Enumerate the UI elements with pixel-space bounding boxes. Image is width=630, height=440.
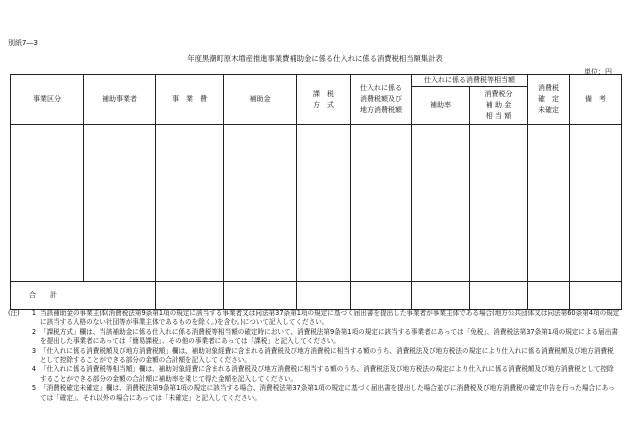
cell-tax-fixed[interactable] (528, 125, 570, 282)
header-project-cost: 事 業 費 (156, 75, 224, 125)
document-title: 年度黒潮町原木増産推進事業費補助金に係る仕入れに係る消費税相当額集計表 (187, 54, 443, 63)
note-number: 1 (31, 309, 37, 317)
total-subsidy-equivalent[interactable] (470, 282, 528, 310)
cell-subsidy-amount[interactable] (224, 125, 297, 282)
note-item (8, 309, 620, 328)
total-row (11, 282, 622, 310)
cell-input-tax-amount[interactable] (351, 125, 412, 282)
note-text: 「消費税確定未確定」欄は、消費税法第9条第1項の規定に該当する場合、消費税法第37条第1項の規定に基づく届出書を提出した場合並びに消費税及び地方消費税の確定申告を行った場合にあっては「確定」、それ以外の場合にあっては「未確定」と記入してください。 (40, 384, 615, 402)
notes-label: (注) (8, 309, 20, 317)
total-input-tax-amount[interactable] (351, 282, 412, 310)
header-tax-equivalent-group: 仕入れに係る消費税等相当額 (412, 75, 528, 87)
total-remarks[interactable] (570, 282, 622, 310)
notes-section (8, 309, 620, 403)
table-body-row (11, 125, 622, 282)
summary-table (10, 74, 622, 310)
header-remarks: 備 考 (570, 75, 622, 125)
cell-project-cost[interactable] (156, 125, 224, 282)
note-number: 3 (31, 346, 37, 355)
total-subsidy-rate[interactable] (412, 282, 470, 310)
header-subsidy-rate: 補助率 (412, 87, 470, 125)
total-label: 合 計 (11, 282, 156, 310)
header-subsidy-recipient: 補助事業者 (84, 75, 156, 125)
total-project-cost[interactable] (156, 282, 224, 310)
note-text: 「課税方式」欄は、当該補助金に係る仕入れに係る消費税等相当額の確定時において、消費税法第9条第1項の規定に該当する事業者にあっては「免税」、消費税法第37条第1項の規定による届出書を提出した事業者にあっては「簡易課税」、その他の事業者にあっては「課税」と記入してください。 (40, 327, 618, 346)
note-number: 5 (31, 384, 37, 393)
cell-tax-method[interactable] (297, 125, 351, 282)
cell-subsidy-recipient[interactable] (84, 125, 156, 282)
note-item (8, 328, 620, 347)
header-tax-fixed: 消費税 確 定 未確定 (528, 75, 570, 125)
cell-business-category[interactable] (11, 125, 84, 282)
total-tax-method[interactable] (297, 282, 351, 310)
note-item (8, 347, 620, 366)
header-subsidy-equivalent: 消費税分 補 助 金 相 当 額 (470, 87, 528, 125)
note-item (8, 384, 620, 403)
cell-subsidy-rate[interactable] (412, 125, 470, 282)
note-item (8, 365, 620, 384)
total-subsidy-amount[interactable] (224, 282, 297, 310)
cell-subsidy-equivalent[interactable] (470, 125, 528, 282)
total-tax-fixed[interactable] (528, 282, 570, 310)
note-text: 「仕入れに係る消費税等相当額」欄は、補助対象経費に含まれる消費税及び地方消費税に相当する額のうち、消費税法及び地方税法の規定により仕入れに係る消費税額及び地方消費税として控除することができる部分の金額の合計額に補助率を乗じて得た金額を記入してください。 (40, 365, 614, 383)
header-business-category: 事業区分 (11, 75, 84, 125)
unit-label: 単位：円 (584, 68, 612, 76)
note-number: 2 (31, 327, 37, 336)
cell-remarks[interactable] (570, 125, 622, 282)
form-number: 別紙7―3 (8, 39, 38, 47)
header-subsidy-amount: 補助金 (224, 75, 297, 125)
note-text: 「仕入れに係る消費税額及び地方消費税額」欄は、補助対象経費に含まれる消費税及び地方消費税に相当する額のうち、消費税法及び地方税法の規定により仕入れに係る消費税額及び地方消費税として控除することができる部分の金額の合計額を記入してください。 (40, 346, 614, 365)
header-tax-method: 課 税 方 式 (297, 75, 351, 125)
note-text: 当該補助金の事業主体(消費税法第9条第1項の規定に該当する事業者又は同法第37条第1項の規定に基づく届出書を提出した事業者が事業主体である場合(地方公共団体又は同法第60条第4項の規定に該当する人格のない社団等が事業主体であるものを除く。)を含む。)について記入してください。 (40, 309, 620, 327)
header-input-tax-amount: 仕入れに係る 消費税額及び 地方消費税額 (351, 75, 412, 125)
note-number: 4 (31, 365, 37, 374)
